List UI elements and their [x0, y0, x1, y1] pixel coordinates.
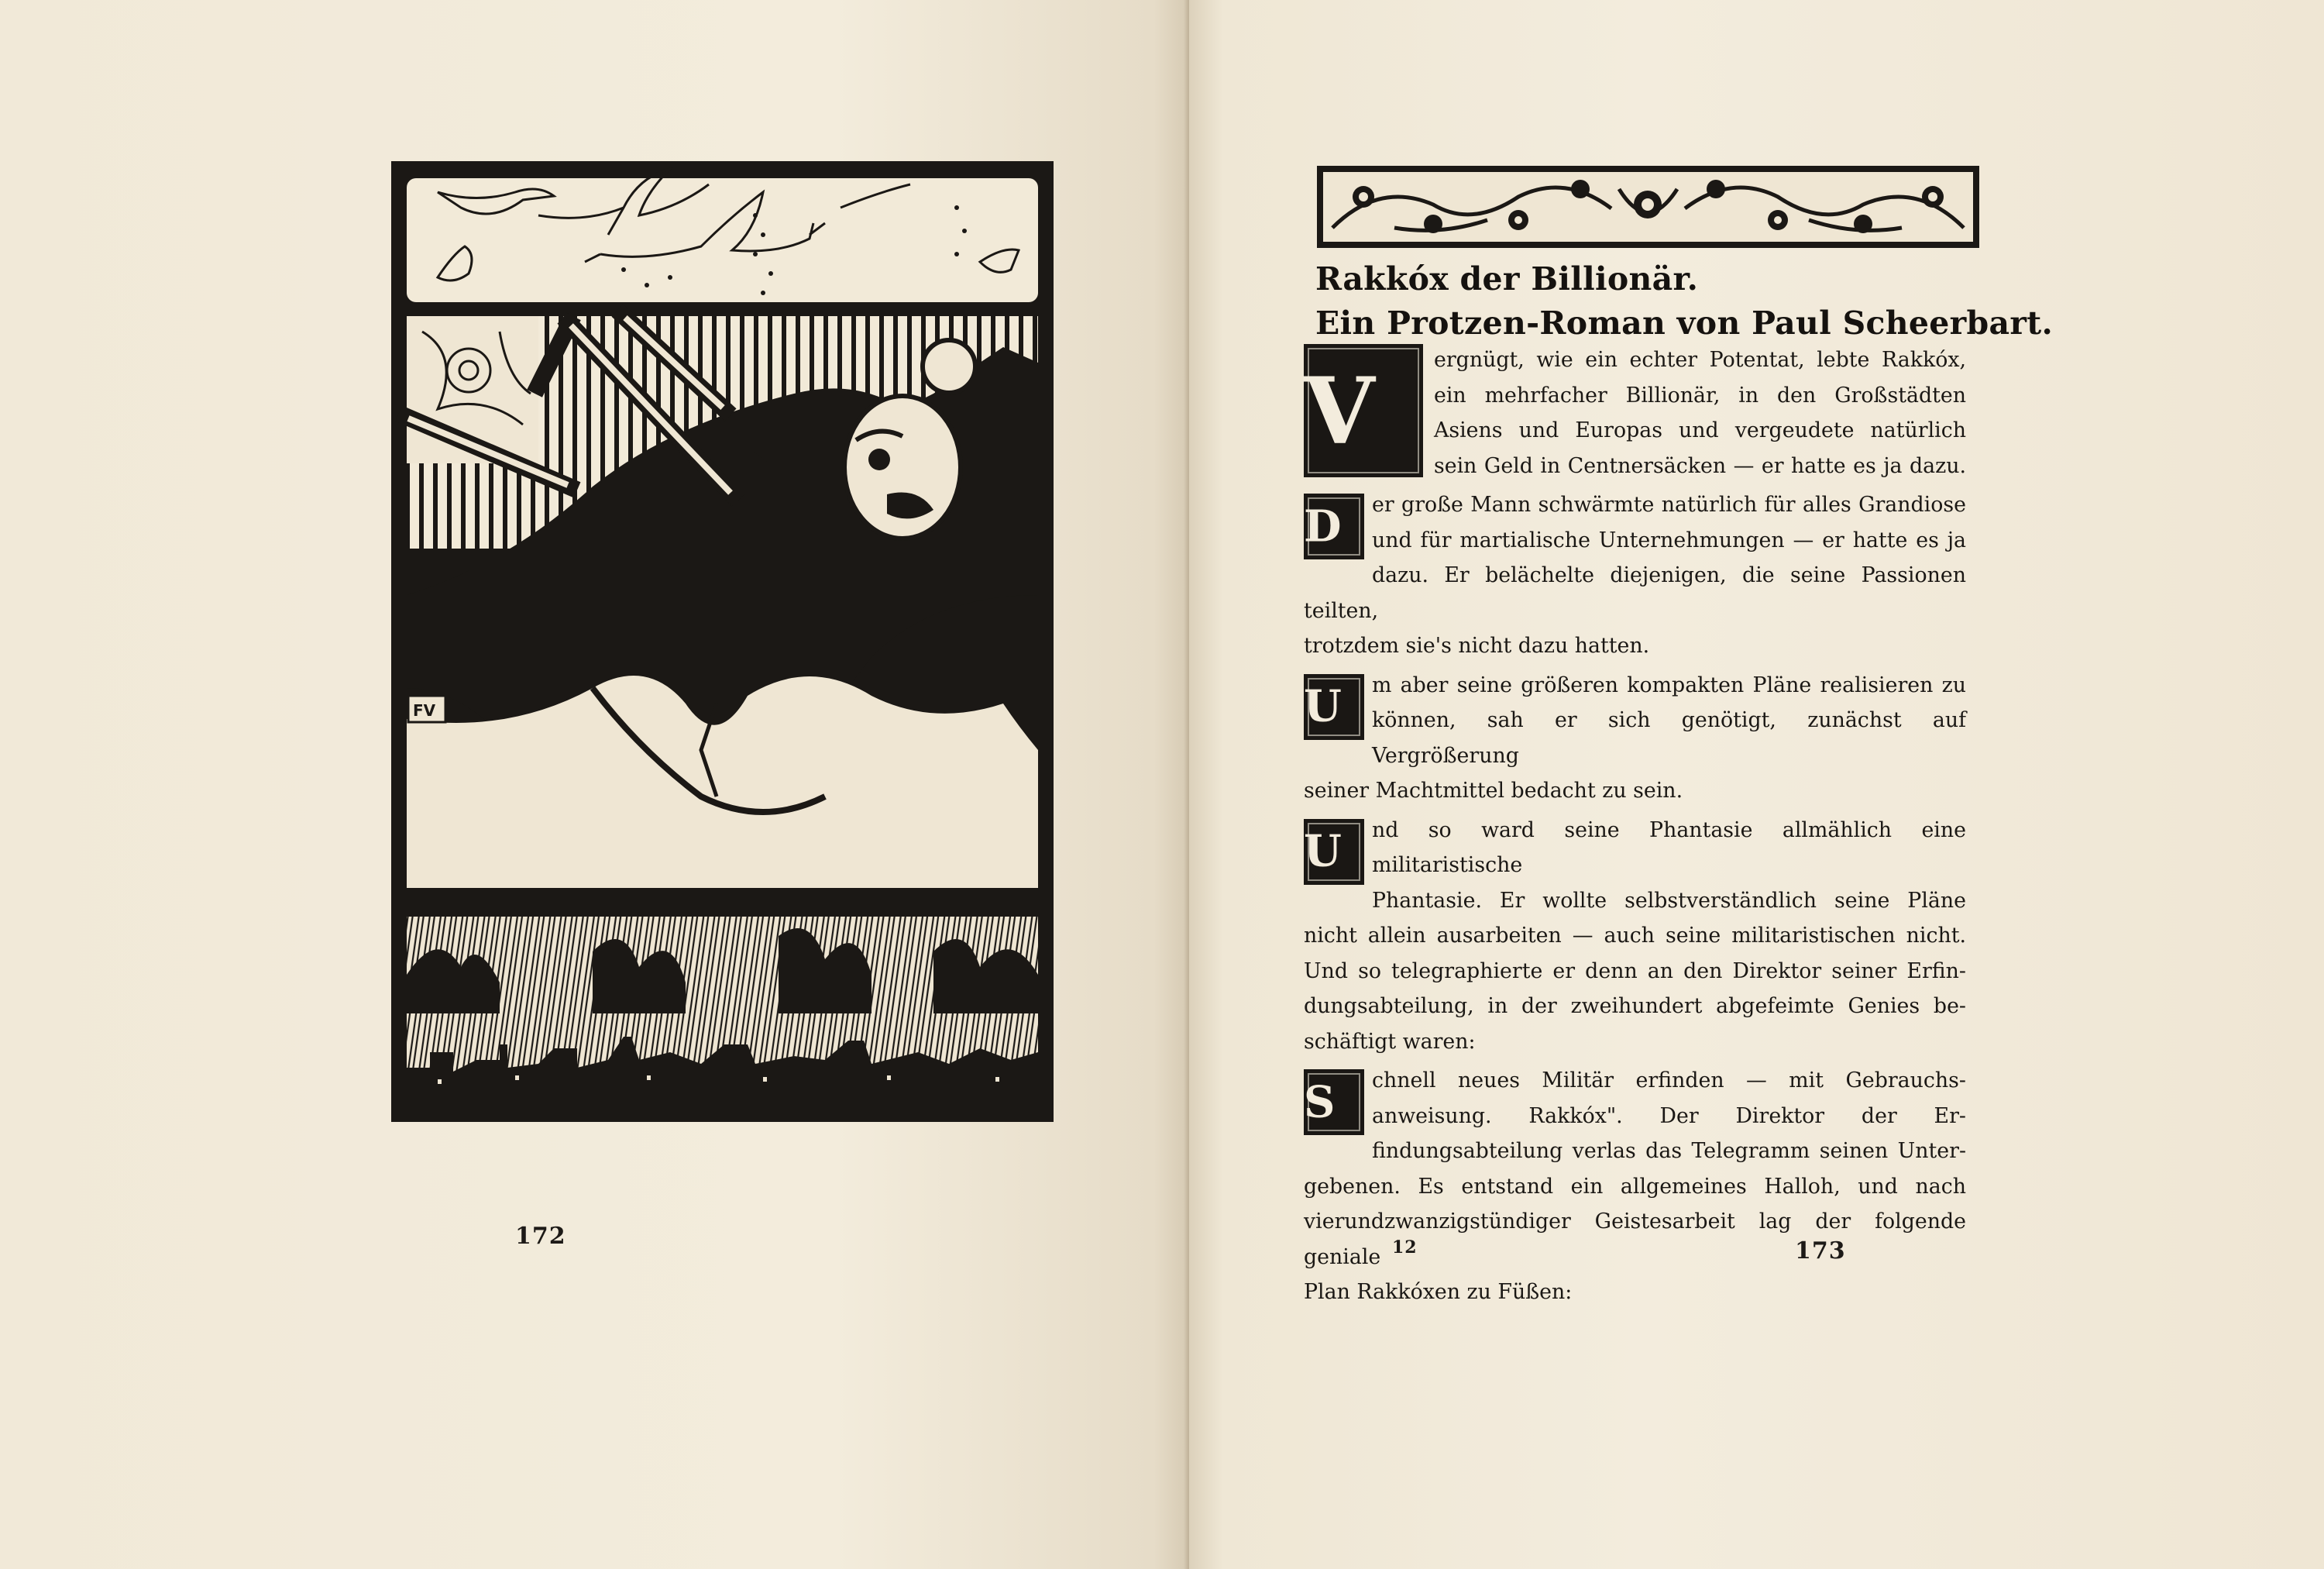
text-line: anweisung. Rakkóx". Der Direktor der Er-	[1372, 1103, 1966, 1128]
body-text	[1304, 342, 1966, 1314]
page-number-right: 173	[1795, 1237, 1846, 1264]
text-line: trotzdem sie's nicht dazu hatten.	[1304, 634, 1650, 658]
paragraph-5	[1304, 1063, 1966, 1310]
text-line: Plan Rakkóxen zu Füßen:	[1304, 1280, 1573, 1304]
text-line: Und so telegraphierte er denn an den Direktor seiner Erfin-	[1304, 958, 1966, 983]
ornamental-header	[1317, 166, 1979, 248]
paragraph-1	[1304, 342, 1966, 483]
text-line: sein Geld in Centnersäcken — er hatte es ja dazu.	[1434, 453, 1966, 478]
paragraph-4	[1304, 813, 1966, 1060]
text-line: dazu. Er belächelte diejenigen, die seine Passionen teilten,	[1304, 563, 1966, 623]
signature-mark: 12	[1392, 1237, 1418, 1258]
woodcut-illustration	[391, 161, 1054, 1122]
text-line: seiner Machtmittel bedacht zu sein.	[1304, 779, 1683, 803]
paragraph-2	[1304, 487, 1966, 664]
text-line: er große Mann schwärmte natürlich für alles Grandiose	[1372, 493, 1966, 517]
initial-capital: D	[1304, 494, 1364, 559]
text-line: Phantasie. Er wollte selbstverständlich seine Pläne	[1372, 888, 1966, 913]
initial-capital: S	[1304, 1069, 1364, 1135]
text-line: chnell neues Militär erfinden — mit Gebrauchs-	[1372, 1068, 1966, 1092]
text-line: schäftigt waren:	[1304, 1029, 1476, 1054]
text-line: m aber seine größeren kompakten Pläne realisieren zu	[1372, 673, 1966, 697]
initial-capital: V	[1304, 344, 1423, 477]
initial-capital: U	[1304, 819, 1364, 885]
text-line: Asiens und Europas und vergeudete natürlich	[1434, 418, 1966, 442]
text-line: nd so ward seine Phantasie allmählich eine militaristische	[1372, 817, 1966, 877]
text-line: können, sah er sich genötigt, zunächst auf Vergrößerung	[1372, 708, 1966, 768]
initial-capital: U	[1304, 674, 1364, 740]
text-line: ergnügt, wie ein echter Potentat, lebte Rakkóx,	[1434, 348, 1966, 372]
text-line: gebenen. Es entstand ein allgemeines Halloh, und nach	[1304, 1174, 1966, 1199]
text-line: nicht allein ausarbeiten — auch seine militaristischen nicht.	[1304, 924, 1966, 948]
text-line: vierundzwanzigstündiger Geistesarbeit lag der folgende geniale	[1304, 1209, 1966, 1269]
text-line: dungsabteilung, in der zweihundert abgefeimte Genies be-	[1304, 994, 1966, 1018]
monogram: FV	[413, 701, 436, 720]
page-number-left: 172	[515, 1223, 566, 1250]
text-line: ein mehrfacher Billionär, in den Großstädten	[1434, 383, 1966, 408]
text-line: und für martialische Unternehmungen — er hatte es ja	[1372, 528, 1966, 552]
paragraph-3	[1304, 668, 1966, 809]
text-line: findungsabteilung verlas das Telegramm seinen Unter-	[1372, 1139, 1966, 1163]
book-title: Rakkóx der Billionär.	[1315, 260, 1699, 298]
book-subtitle: Ein Protzen-Roman von Paul Scheerbart.	[1315, 305, 2054, 342]
sky-panel	[407, 178, 1038, 302]
